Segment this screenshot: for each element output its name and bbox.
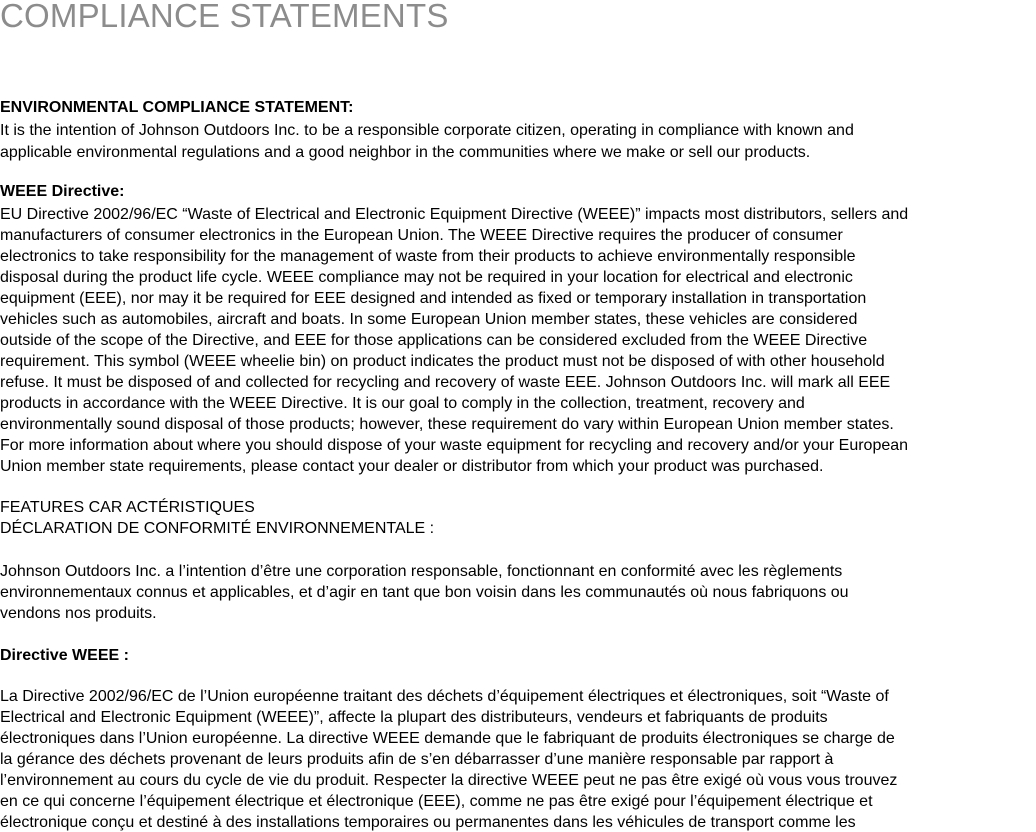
weee-line: outside of the scope of the Directive, and EEE for those applications can be considered excluded from the WEEE Directive xyxy=(0,332,868,349)
weee-line: equipment (EEE), nor may it be required for EEE designed and intended as fixed or temporary installation in transportation xyxy=(0,290,867,307)
weee-fr-line: La Directive 2002/96/EC de l’Union européenne traitant des déchets d’équipement électriques et électroniques, soit “Waste of xyxy=(0,688,889,705)
weee-heading: WEEE Directive: xyxy=(0,183,125,200)
weee-line: For more information about where you should dispose of your waste equipment for recycling and recovery and/or your European xyxy=(0,437,909,454)
weee-line: Union member state requirements, please contact your dealer or distributor from which your product was purchased. xyxy=(0,458,824,475)
weee-fr-line: en ce qui concerne l’équipement électrique et électronique (EEE), comme ne pas être exigé pour l’équipement électrique et xyxy=(0,793,873,810)
weee-line: vehicles such as automobiles, aircraft and boats. In some European Union member states, these vehicles are considered xyxy=(0,311,858,328)
page-title: COMPLIANCE STATEMENTS xyxy=(0,0,449,34)
environmental-line: applicable environmental regulations and a good neighbor in the communities where we make or sell our products. xyxy=(0,144,811,161)
intention-fr-line: environnementaux connus et applicables, et d’agir en tant que bon voisin dans les communautés où nous fabriquons ou xyxy=(0,584,849,601)
weee-line: refuse. It must be disposed of and collected for recycling and recovery of waste EEE. Johnson Outdoors Inc. will mark all EEE xyxy=(0,374,891,391)
weee-line: EU Directive 2002/96/EC “Waste of Electrical and Electronic Equipment Directive (WEEE)” impacts most distributors, sellers and xyxy=(0,206,909,223)
weee-fr-line: électroniques dans l’Union européenne. La directive WEEE demande que le fabriquant de produits électroniques se charge de xyxy=(0,730,895,747)
weee-line: electronics to take responsibility for the management of waste from their products to achieve environmentally responsible xyxy=(0,248,856,265)
weee-fr-line: l’environnement au cours du cycle de vie du produit. Respecter la directive WEEE peut ne pas être exigé où vous vous trouvez xyxy=(0,772,898,789)
intention-fr-line: Johnson Outdoors Inc. a l’intention d’être une corporation responsable, fonctionnant en conformité avec les règlements xyxy=(0,563,843,580)
weee-fr-heading: Directive WEEE : xyxy=(0,647,129,664)
weee-line: manufacturers of consumer electronics in the European Union. The WEEE Directive requires the producer of consumer xyxy=(0,227,843,244)
declaration-fr-heading: DÉCLARATION DE CONFORMITÉ ENVIRONNEMENTALE : xyxy=(0,520,435,537)
intention-fr-line: vendons nos produits. xyxy=(0,605,157,622)
weee-line: products in accordance with the WEEE Directive. It is our goal to comply in the collection, treatment, recovery and xyxy=(0,395,805,412)
weee-line: disposal during the product life cycle. WEEE compliance may not be required in your location for electrical and electronic xyxy=(0,269,853,286)
weee-fr-line: électronique conçu et destiné à des installations temporaires ou permanentes dans les véhicules de transport comme les xyxy=(0,814,856,831)
weee-fr-line: Electrical and Electronic Equipment (WEEE)”, affecte la plupart des distributeurs, vendeurs et fabriquants de produits xyxy=(0,709,828,726)
weee-line: requirement. This symbol (WEEE wheelie bin) on product indicates the product must not be disposed of with other household xyxy=(0,353,885,370)
features-fr-heading: FEATURES CAR ACTÉRISTIQUES xyxy=(0,499,255,516)
environmental-heading: ENVIRONMENTAL COMPLIANCE STATEMENT: xyxy=(0,99,354,116)
environmental-line: It is the intention of Johnson Outdoors Inc. to be a responsible corporate citizen, operating in compliance with known and xyxy=(0,122,854,139)
weee-fr-line: la gérance des déchets provenant de leurs produits afin de s’en débarrasser d’une manière responsable par rapport à xyxy=(0,751,834,768)
weee-line: environmentally sound disposal of those products; however, these requirement do vary within European Union member states. xyxy=(0,416,894,433)
